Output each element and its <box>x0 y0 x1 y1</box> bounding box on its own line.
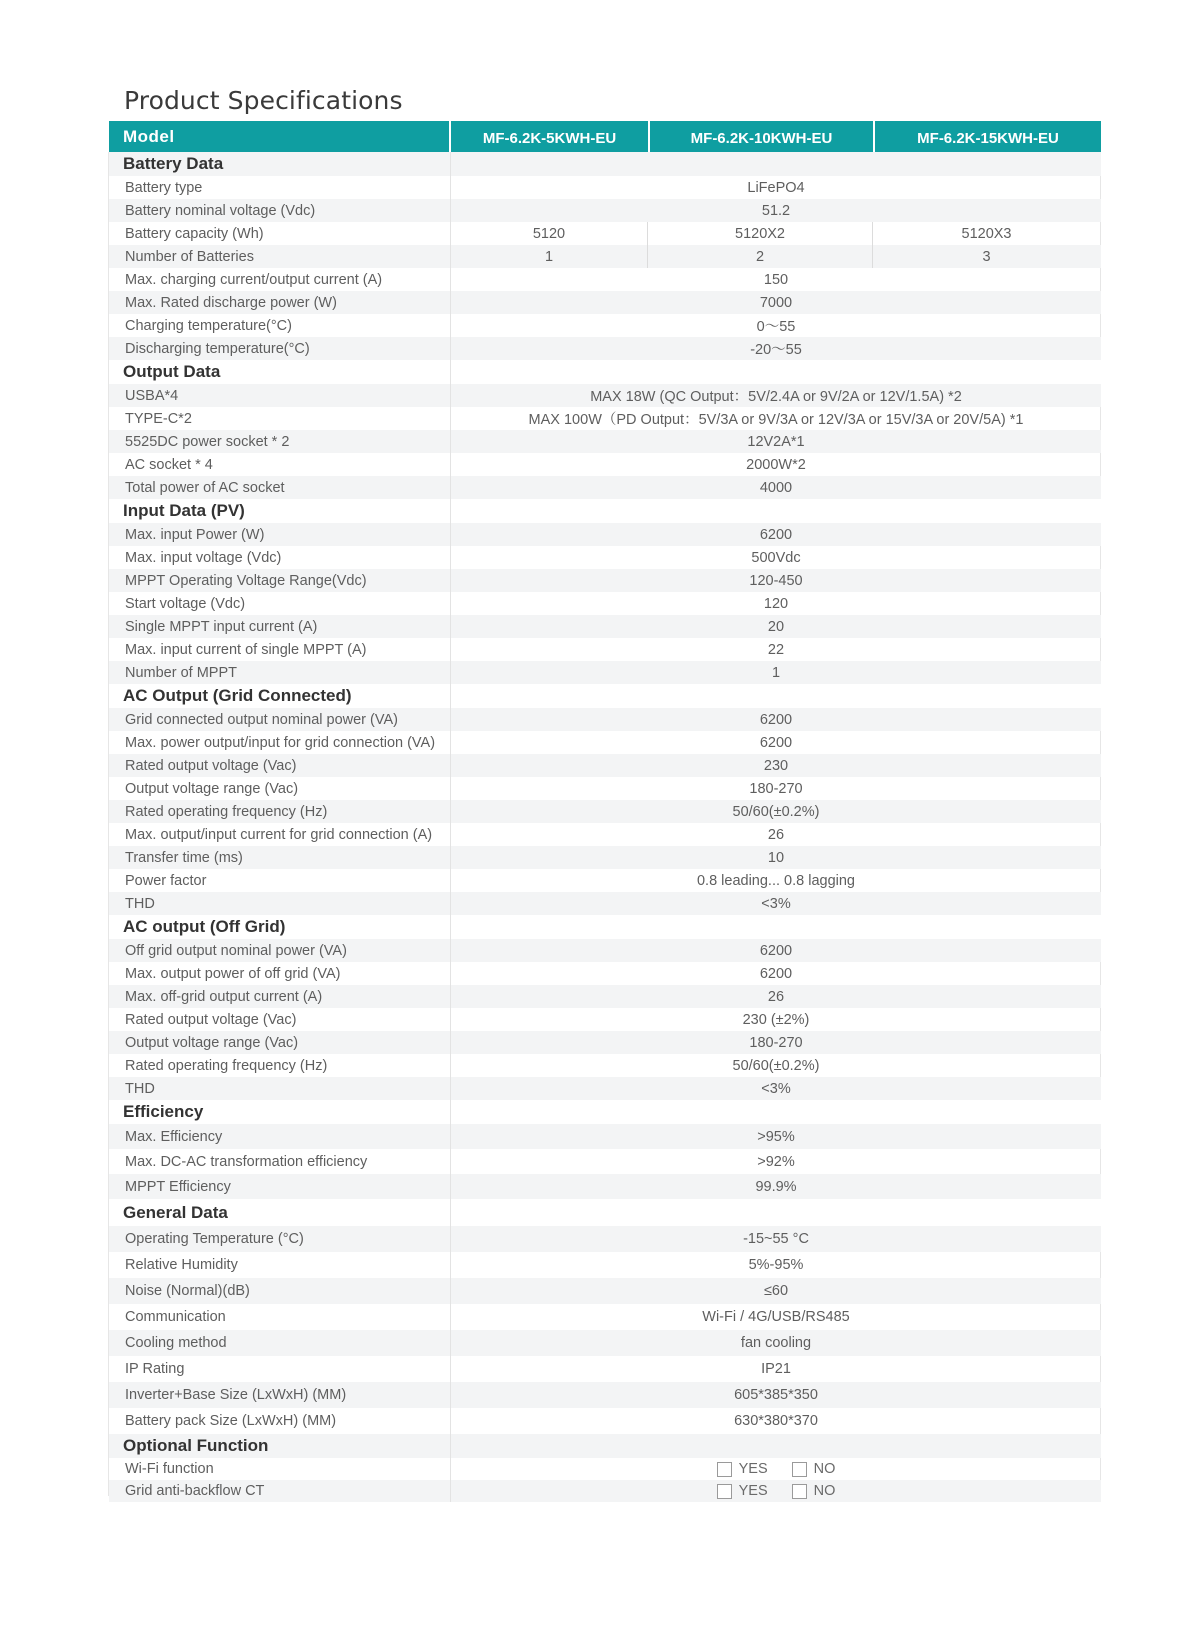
table-row <box>109 1149 1101 1174</box>
table-row <box>109 384 1101 407</box>
row-value: 120 <box>763 595 789 612</box>
row-label: Wi-Fi function <box>109 1458 451 1480</box>
section-general <box>109 1199 1101 1226</box>
row-label: THD <box>109 1077 451 1100</box>
table-row <box>109 985 1101 1008</box>
table-row <box>109 892 1101 915</box>
row-label: Rated output voltage (Vac) <box>109 754 451 777</box>
row-label: Transfer time (ms) <box>109 846 451 869</box>
table-row <box>109 1458 1101 1480</box>
table-row <box>109 314 1101 337</box>
row-label: Battery type <box>109 176 451 199</box>
row-value: 20 <box>767 618 785 635</box>
row-value: 7000 <box>759 294 793 311</box>
row-label: Battery pack Size (LxWxH) (MM) <box>109 1408 451 1434</box>
table-row <box>109 846 1101 869</box>
capacity-15kwh: 5120X3 <box>961 225 1012 242</box>
page-title: Product Specifications <box>124 86 403 115</box>
row-label: Communication <box>109 1304 451 1330</box>
table-row <box>109 962 1101 985</box>
row-value: 0.8 leading... 0.8 lagging <box>696 872 855 889</box>
row-value: 500Vdc <box>751 549 801 566</box>
section-output <box>109 360 1101 384</box>
table-row <box>109 1330 1101 1356</box>
table-row <box>109 1356 1101 1382</box>
table-row <box>109 476 1101 499</box>
row-value: <3% <box>761 895 791 912</box>
table-row <box>109 199 1101 222</box>
row-label: Max. input voltage (Vdc) <box>109 546 451 569</box>
row-label: Off grid output nominal power (VA) <box>109 939 451 962</box>
section-input <box>109 499 1101 523</box>
table-row <box>109 1278 1101 1304</box>
row-label: Battery nominal voltage (Vdc) <box>109 199 451 222</box>
checkbox-icon[interactable] <box>717 1462 732 1477</box>
table-row <box>109 1252 1101 1278</box>
table-row <box>109 731 1101 754</box>
table-row <box>109 407 1101 430</box>
table-row <box>109 661 1101 684</box>
table-row <box>109 1077 1101 1100</box>
table-row <box>109 430 1101 453</box>
table-row <box>109 1304 1101 1330</box>
table-row <box>109 453 1101 476</box>
row-value: 630*380*370 <box>734 1413 818 1429</box>
table-row <box>109 1008 1101 1031</box>
section-title: Optional Function <box>109 1434 451 1458</box>
row-label: Start voltage (Vdc) <box>109 592 451 615</box>
row-value: 22 <box>767 641 785 658</box>
row-label: Number of Batteries <box>109 245 451 268</box>
table-row <box>109 245 1101 268</box>
table-row <box>109 777 1101 800</box>
table-row <box>109 523 1101 546</box>
row-label: Max. charging current/output current (A) <box>109 268 451 291</box>
row-value: ≤60 <box>763 1283 789 1299</box>
section-efficiency <box>109 1100 1101 1124</box>
section-title: Output Data <box>109 360 451 384</box>
row-value: -15~55 °C <box>743 1231 809 1247</box>
wifi-no-option[interactable] <box>792 1461 836 1477</box>
table-row <box>109 546 1101 569</box>
row-value: 180-270 <box>749 1034 803 1051</box>
row-value: 230 (±2%) <box>742 1011 810 1028</box>
row-label: Rated operating frequency (Hz) <box>109 800 451 823</box>
row-label: TYPE-C*2 <box>109 407 451 430</box>
table-row <box>109 615 1101 638</box>
row-value: MAX 100W（PD Output：5V/3A or 9V/3A or 12V/3A or 15V/3A or 20V/5A) *1 <box>528 412 1024 428</box>
row-label: Max. DC-AC transformation efficiency <box>109 1149 451 1174</box>
row-label: Single MPPT input current (A) <box>109 615 451 638</box>
row-label: Max. Efficiency <box>109 1124 451 1149</box>
row-value: 120-450 <box>749 572 803 589</box>
row-value: 50/60(±0.2%) <box>732 1057 820 1074</box>
row-label: Number of MPPT <box>109 661 451 684</box>
row-value: 6200 <box>759 711 793 728</box>
table-row <box>109 291 1101 314</box>
row-label: AC socket * 4 <box>109 453 451 476</box>
section-title: AC output (Off Grid) <box>109 915 451 939</box>
row-value: -20～55 <box>750 342 802 358</box>
row-value: 6200 <box>759 965 793 982</box>
row-value: MAX 18W (QC Output：5V/2.4A or 9V/2A or 12V/1.5A) *2 <box>590 389 962 405</box>
table-row <box>109 869 1101 892</box>
model-col-15kwh: MF-6.2K-15KWH-EU <box>917 129 1059 147</box>
row-value: 150 <box>763 271 789 288</box>
row-value: 99.9% <box>755 1178 797 1195</box>
row-label: Cooling method <box>109 1330 451 1356</box>
row-label: Grid connected output nominal power (VA) <box>109 708 451 731</box>
option-label: YES <box>738 1461 768 1477</box>
row-label: Max. output/input current for grid connection (A) <box>109 823 451 846</box>
section-battery <box>109 152 1101 176</box>
row-label: Rated operating frequency (Hz) <box>109 1054 451 1077</box>
table-row <box>109 1174 1101 1199</box>
row-label: Discharging temperature(°C) <box>109 337 451 360</box>
table-row <box>109 1124 1101 1149</box>
table-row <box>109 176 1101 199</box>
row-label: IP Rating <box>109 1356 451 1382</box>
row-value: fan cooling <box>740 1335 812 1351</box>
row-value: 51.2 <box>761 202 791 219</box>
option-label: NO <box>813 1461 836 1477</box>
row-label: Max. input current of single MPPT (A) <box>109 638 451 661</box>
ct-yes-option[interactable] <box>717 1483 768 1499</box>
row-label: Output voltage range (Vac) <box>109 1031 451 1054</box>
table-row <box>109 1408 1101 1434</box>
table-row <box>109 222 1101 245</box>
table-row <box>109 1226 1101 1252</box>
section-ac-grid <box>109 684 1101 708</box>
table-row <box>109 337 1101 360</box>
row-label: Max. off-grid output current (A) <box>109 985 451 1008</box>
row-value: Wi-Fi / 4G/USB/RS485 <box>702 1309 850 1325</box>
section-optional <box>109 1434 1101 1458</box>
option-label: YES <box>738 1483 768 1499</box>
row-label: Grid anti-backflow CT <box>109 1480 451 1502</box>
model-col-5kwh: MF-6.2K-5KWH-EU <box>451 121 650 152</box>
model-label: Model <box>109 121 451 152</box>
row-value: 5%-95% <box>748 1257 804 1273</box>
row-value: 2000W*2 <box>746 456 806 473</box>
spec-table <box>109 121 1101 1502</box>
row-label: 5525DC power socket * 2 <box>109 430 451 453</box>
table-row <box>109 1480 1101 1502</box>
table-row <box>109 1382 1101 1408</box>
row-label: Charging temperature(°C) <box>109 314 451 337</box>
table-row <box>109 800 1101 823</box>
checkbox-icon[interactable] <box>717 1484 732 1499</box>
row-label: Total power of AC socket <box>109 476 451 499</box>
row-value: 230 <box>763 757 789 774</box>
wifi-yes-option[interactable] <box>717 1461 768 1477</box>
model-col-10kwh: MF-6.2K-10KWH-EU <box>650 121 875 152</box>
ct-no-option[interactable] <box>792 1483 836 1499</box>
row-value: 10 <box>767 849 785 866</box>
row-value: >95% <box>757 1128 795 1145</box>
row-value: 6200 <box>759 734 793 751</box>
row-value: 6200 <box>759 942 793 959</box>
row-value: >92% <box>757 1153 795 1170</box>
row-value: 26 <box>767 988 785 1005</box>
row-label: Rated output voltage (Vac) <box>109 1008 451 1031</box>
option-label: NO <box>813 1483 836 1499</box>
table-row <box>109 708 1101 731</box>
row-label: Inverter+Base Size (LxWxH) (MM) <box>109 1382 451 1408</box>
row-label: Battery capacity (Wh) <box>109 222 451 245</box>
row-value: 1 <box>771 664 781 681</box>
section-title: Efficiency <box>109 1100 451 1124</box>
section-title: Battery Data <box>109 152 451 176</box>
row-value: 605*385*350 <box>734 1387 818 1403</box>
row-label: Max. power output/input for grid connection (VA) <box>109 731 451 754</box>
row-value: 0～55 <box>756 319 796 335</box>
table-row <box>109 823 1101 846</box>
row-label: Noise (Normal)(dB) <box>109 1278 451 1304</box>
capacity-5kwh: 5120 <box>451 222 648 245</box>
row-value: 4000 <box>759 479 793 496</box>
row-value: <3% <box>761 1080 791 1097</box>
row-label: Relative Humidity <box>109 1252 451 1278</box>
table-row <box>109 569 1101 592</box>
row-label: Max. output power of off grid (VA) <box>109 962 451 985</box>
row-label: Max. Rated discharge power (W) <box>109 291 451 314</box>
row-label: USBA*4 <box>109 384 451 407</box>
section-title: General Data <box>109 1199 451 1226</box>
row-value: 6200 <box>759 526 793 543</box>
batteries-5kwh: 1 <box>451 245 648 268</box>
row-label: Power factor <box>109 869 451 892</box>
row-value: 180-270 <box>749 780 803 797</box>
row-value: 50/60(±0.2%) <box>732 803 820 820</box>
row-value: IP21 <box>761 1361 791 1377</box>
row-label: Operating Temperature (°C) <box>109 1226 451 1252</box>
table-row <box>109 268 1101 291</box>
table-row <box>109 754 1101 777</box>
row-value: 26 <box>767 826 785 843</box>
section-title: AC Output (Grid Connected) <box>109 684 451 708</box>
table-row <box>109 638 1101 661</box>
table-row <box>109 939 1101 962</box>
row-value: LiFePO4 <box>747 179 805 196</box>
table-row <box>109 1031 1101 1054</box>
section-title: Input Data (PV) <box>109 499 451 523</box>
row-label: MPPT Operating Voltage Range(Vdc) <box>109 569 451 592</box>
table-row <box>109 592 1101 615</box>
section-ac-off <box>109 915 1101 939</box>
row-label: Max. input Power (W) <box>109 523 451 546</box>
row-label: Output voltage range (Vac) <box>109 777 451 800</box>
row-value: 12V2A*1 <box>747 433 805 450</box>
capacity-10kwh: 5120X2 <box>648 222 873 245</box>
row-label: THD <box>109 892 451 915</box>
checkbox-icon[interactable] <box>792 1484 807 1499</box>
batteries-15kwh: 3 <box>982 248 991 265</box>
batteries-10kwh: 2 <box>648 245 873 268</box>
table-header <box>109 121 1101 152</box>
table-row <box>109 1054 1101 1077</box>
checkbox-icon[interactable] <box>792 1462 807 1477</box>
row-label: MPPT Efficiency <box>109 1174 451 1199</box>
